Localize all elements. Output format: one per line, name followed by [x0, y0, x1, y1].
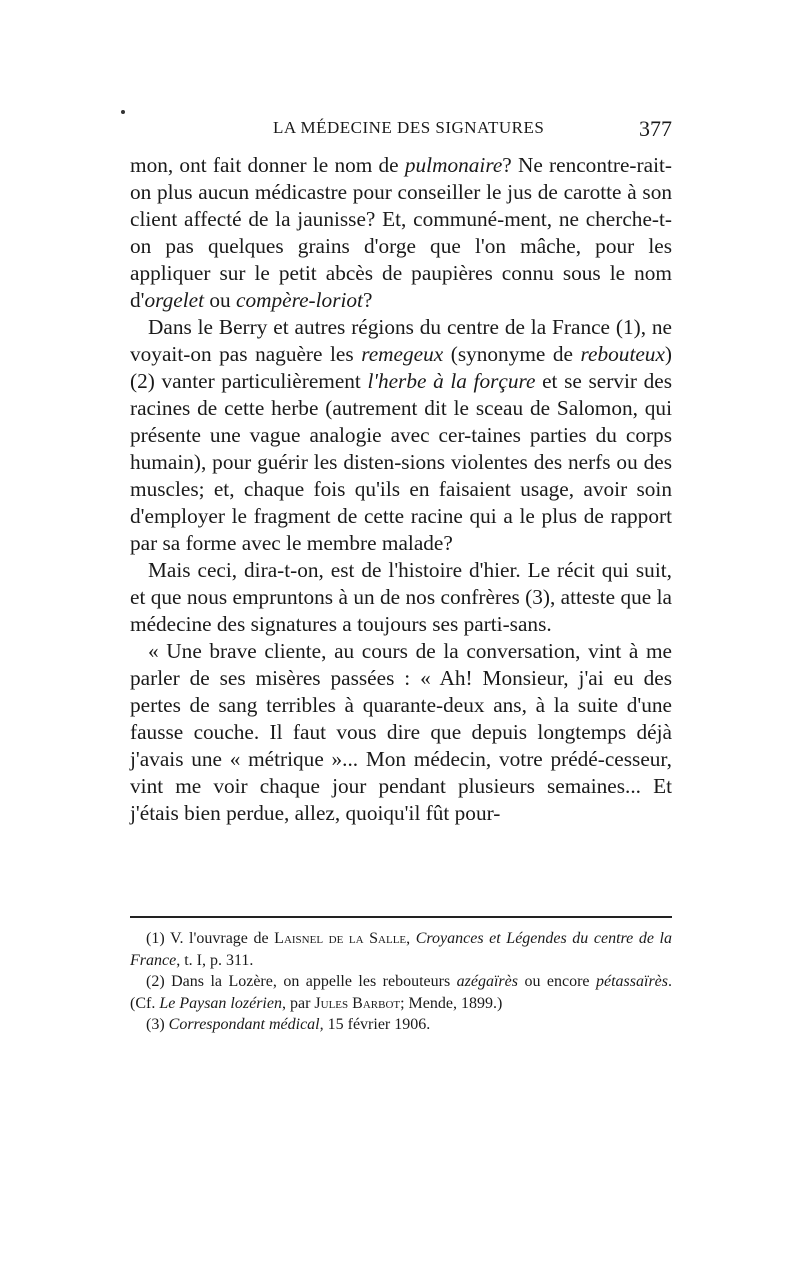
text-span: Dans le Berry et autres régions du centre de la France (1), ne voyait-on pas naguère les	[130, 315, 672, 366]
text-span: (2) Dans la Lozère, on appelle les rebouteurs	[146, 973, 457, 990]
italic-term: l'herbe à la forçure	[367, 369, 536, 393]
page-speck	[121, 110, 125, 114]
text-span: ou	[204, 288, 236, 312]
text-span: ? Ne rencontre-rait-on plus aucun médicastre pour conseiller le jus de carotte à son client affecté de la jaunisse? Et, communé-ment, ne cherche-t-on pas quelques grains d'orge que l'on mâche, pour les appliquer sur le petit abcès de paupières connu sous le nom d'	[130, 153, 672, 312]
italic-term: azégaïrès	[456, 973, 518, 990]
text-span: ,	[406, 930, 416, 947]
footnotes	[130, 928, 672, 1036]
italic-term: rebouteux	[580, 342, 665, 366]
text-span: mon, ont fait donner le nom de	[130, 153, 405, 177]
paragraph-1	[130, 152, 672, 314]
italic-term: pulmonaire	[404, 153, 503, 177]
paragraph-3: Mais ceci, dira-t-on, est de l'histoire d'hier. Le récit qui suit, et que nous empruntons à un de nos confrères (3), atteste que la médecine des signatures a toujours ses parti-sans.	[130, 558, 672, 636]
footnote-rule	[130, 916, 672, 918]
footnote-3	[130, 1014, 672, 1036]
running-header	[130, 116, 672, 144]
text-span: . (Cf.	[130, 973, 672, 1012]
text-span: (1) V. l'ouvrage de	[146, 930, 275, 947]
main-text	[130, 152, 672, 827]
italic-term: pétassaïrès	[596, 973, 668, 990]
text-span: 15 février 1906.	[323, 1016, 431, 1033]
book-title: Croyances et Légendes du centre de la France	[130, 930, 672, 969]
text-span: (synonyme de	[443, 342, 581, 366]
text-span: (3)	[146, 1016, 169, 1033]
page-number: 377	[639, 116, 672, 141]
running-title: LA MÉDECINE DES SIGNATURES	[273, 118, 545, 137]
italic-term: orgelet	[144, 288, 205, 312]
journal-title: Correspondant médical,	[168, 1016, 324, 1033]
text-span: ) (2) vanter particulièrement	[130, 342, 673, 393]
author-name: Laisnel de la Salle	[274, 930, 407, 947]
text-span: ; Mende, 1899.)	[400, 994, 503, 1012]
text-span: et se servir des racines de cette herbe (autrement dit le sceau de Salomon, qui présente une vague analogie avec cer-taines parties du corps humain), pour guérir les disten-sions violentes des nerfs ou des muscles; et, chaque fois qu'ils en faisaient usage, avoir soin d'employer le fragment de cette racine qui a le plus de rapport par sa forme avec le membre malade?	[130, 369, 672, 555]
text-span: ?	[362, 288, 373, 312]
book-title: Le Paysan lozérien	[159, 994, 282, 1012]
paragraph-4: « Une brave cliente, au cours de la conversation, vint à me parler de ses misères passées : « Ah! Monsieur, j'ai eu des pertes de sang terribles à quarante-deux ans, à la suite d'une fausse couche. Il faut vous dire que depuis longtemps déjà j'avais une « métrique »... Mon médecin, votre prédé-cesseur, vint me voir chaque jour pendant plusieurs semaines... Et j'étais bien perdue, allez, quoiqu'il fût pour-	[130, 639, 672, 825]
text-span: , par	[281, 994, 315, 1012]
text-span: , t. I, p. 311.	[176, 951, 254, 969]
italic-term: compère-loriot	[236, 288, 363, 312]
author-name: Jules Barbot	[314, 994, 401, 1012]
footnote-1	[130, 928, 672, 971]
footnote-2	[130, 971, 672, 1014]
text-span: ou encore	[517, 973, 596, 990]
paragraph-2	[130, 314, 672, 557]
italic-term: remegeux	[361, 342, 444, 366]
